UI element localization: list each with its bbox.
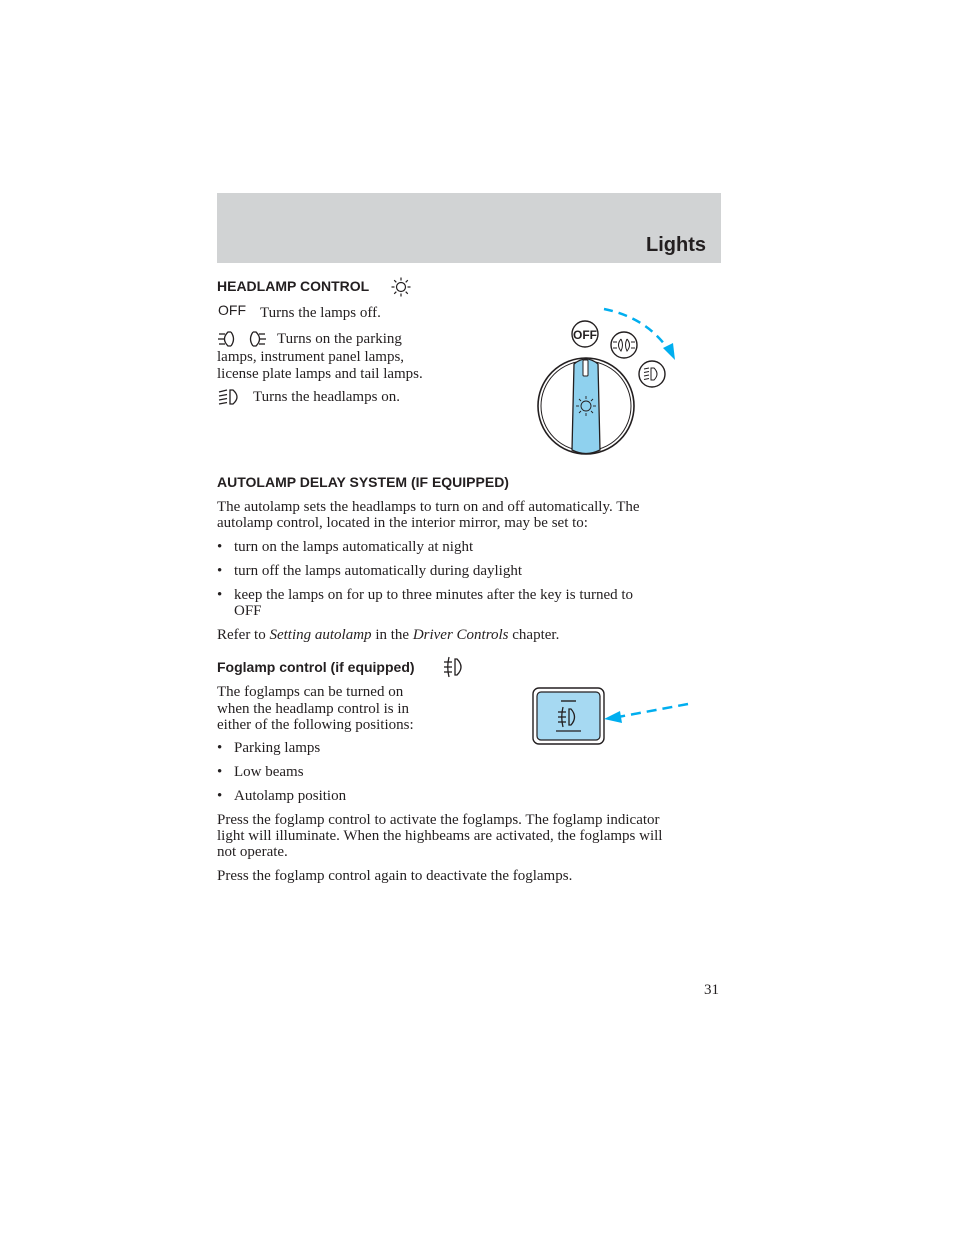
parking-description-line2: lamps, instrument panel lamps, <box>217 349 405 365</box>
autolamp-heading: AUTOLAMP DELAY SYSTEM (IF EQUIPPED) <box>217 474 509 490</box>
foglamp-press-line1: Press the foglamp control to activate the foglamps. The foglamp indicator <box>217 812 660 828</box>
foglamp-heading: Foglamp control (if equipped) <box>217 659 415 675</box>
headlamps-description: Turns the headlamps on. <box>253 389 400 405</box>
dial-parking-position <box>611 332 637 358</box>
page-number: 31 <box>704 982 719 998</box>
headlamp-sun-icon <box>391 277 411 297</box>
headlamps-icon <box>218 388 242 406</box>
foglamp-intro-line2: when the headlamp control is in <box>217 701 410 717</box>
parking-description-line3: license plate lamps and tail lamps. <box>217 366 423 382</box>
headlamp-control-heading: HEADLAMP CONTROL <box>217 278 370 294</box>
foglamp-pointer-arrowhead <box>604 711 622 723</box>
foglamp-icon <box>443 656 465 678</box>
dial-pointer <box>583 360 588 376</box>
off-description: Turns the lamps off. <box>260 305 381 321</box>
foglamp-intro-line1: The foglamps can be turned on <box>217 684 404 700</box>
list-item-continuation: OFF <box>234 603 262 619</box>
autolamp-intro-line1: The autolamp sets the headlamps to turn on and off automatically. The <box>217 499 640 515</box>
foglamp-button-illustration <box>530 685 695 747</box>
chapter-header-band <box>217 193 721 263</box>
foglamp-press-line3: not operate. <box>217 844 288 860</box>
foglamp-press-again: Press the foglamp control again to deactivate the foglamps. <box>217 868 573 884</box>
refer-driver-controls: Driver Controls <box>412 627 509 643</box>
autolamp-intro-line2: autolamp control, located in the interior mirror, may be set to: <box>217 515 588 531</box>
rotation-arrowhead <box>663 343 675 360</box>
dial-off-label: OFF <box>573 328 597 342</box>
dial-headlamp-position <box>639 361 665 387</box>
parking-lamps-icon <box>218 330 266 348</box>
off-label: OFF <box>218 302 246 318</box>
foglamp-press-line2: light will illuminate. When the highbeams are activated, the foglamps will <box>217 828 663 844</box>
chapter-title: Lights <box>646 234 706 256</box>
parking-description-line1: Turns on the parking <box>277 331 402 347</box>
autolamp-refer-text: Refer to Setting autolamp in the Driver Controls chapter. <box>217 627 560 643</box>
refer-setting-autolamp: Setting autolamp <box>269 627 372 643</box>
foglamp-intro-line3: either of the following positions: <box>217 717 414 733</box>
foglamp-pointer-arrow <box>618 704 688 717</box>
headlamp-dial-illustration <box>530 300 690 460</box>
